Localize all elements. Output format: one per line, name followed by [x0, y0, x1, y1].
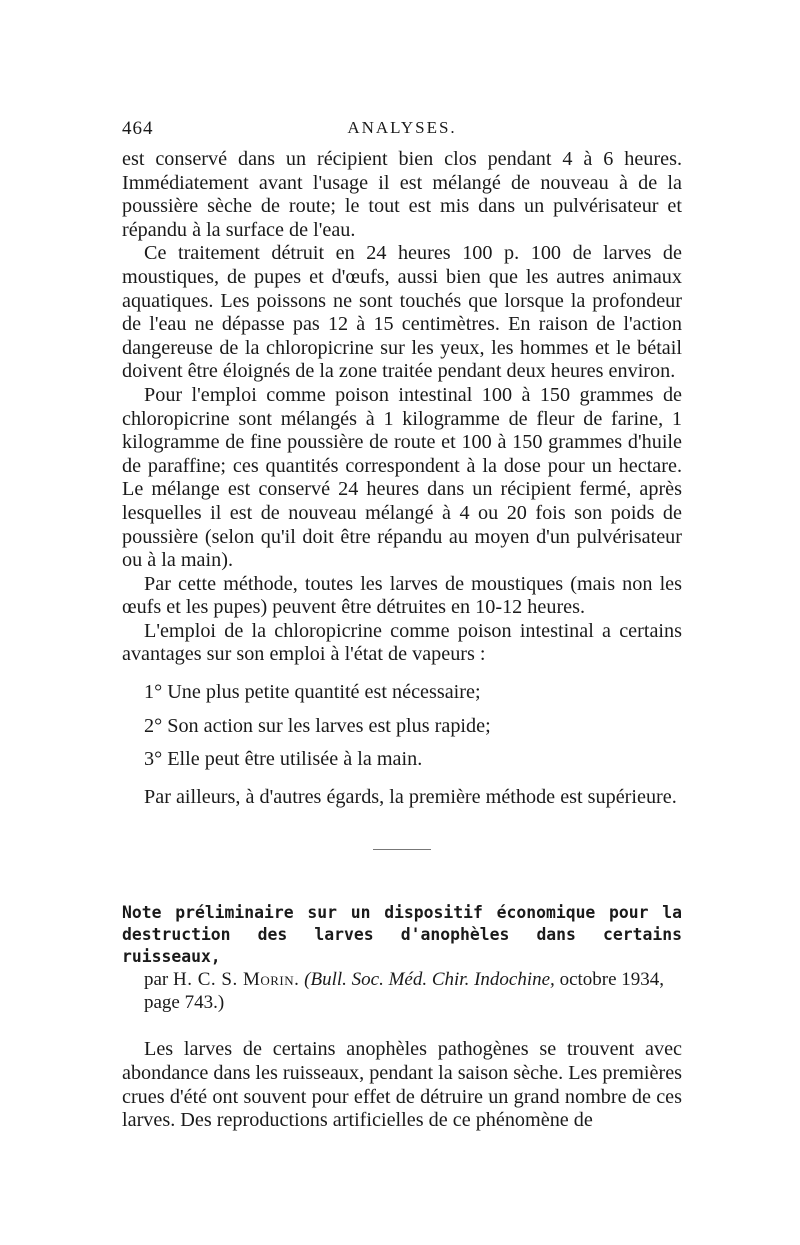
- list-item: 1° Une plus petite quantité est nécessaire;: [144, 681, 481, 704]
- citation-author: H. C. S. Morin.: [173, 969, 300, 991]
- paragraph-method-results: Par cette méthode, toutes les larves de moustiques (mais non les œufs et les pupes) peuvent être détruites en 10-12 heures.: [122, 572, 682, 619]
- citation-source: (Bull. Soc. Méd. Chir. Indochine,: [304, 969, 555, 991]
- note-heading: Note préliminaire sur un dispositif économique pour la destruction des larves d'anophèles dans certains ruisseaux,: [122, 903, 682, 967]
- paragraph-intestinal-poison: Pour l'emploi comme poison intestinal 100 à 150 grammes de chloropicrine sont mélangés à 1 kilogramme de fleur de farine, 1 kilogramme de fine poussière de route et 100 à 150 grammes d'huile de paraffine; ces quantités correspondent à la dose pour un hectare. Le mélange est conservé 24 heures dans un récipient fermé, après lesquelles il est de nouveau mélangé à 4 ou 20 fois son poids de poussière (selon qu'il doit être répandu au moyen d'un pulvérisateur ou à la main).: [122, 383, 682, 572]
- page-number: 464: [122, 118, 154, 139]
- citation-prefix: par: [144, 969, 169, 991]
- paragraph-treatment-results: Ce traitement détruit en 24 heures 100 p. 100 de larves de moustiques, de pupes et d'œufs, aussi bien que les autres animaux aquatiques. Les poissons ne sont touchés que lorsque la profondeur de l'eau ne dépasse pas 12 à 15 centimètres. En raison de l'action dangereuse de la chloropicrine sur les yeux, les hommes et le bétail doivent être éloignés de la zone traitée pendant deux heures environ.: [122, 242, 682, 383]
- paragraph-continuation: est conservé dans un récipient bien clos pendant 4 à 6 heures. Immédiatement avant l'usage il est mélangé de nouveau à de la poussière sèche de route; le tout est mis dans un pulvérisateur et répandu à la surface de l'eau.: [122, 148, 682, 241]
- section-divider: [373, 849, 431, 850]
- running-title: ANALYSES.: [347, 118, 457, 137]
- citation-source-tail: octobre 1934, page 743.): [144, 969, 665, 1014]
- page-header: [122, 118, 682, 148]
- list-item: 2° Son action sur les larves est plus rapide;: [144, 714, 491, 737]
- list-item: 3° Elle peut être utilisée à la main.: [144, 748, 423, 771]
- paragraph-conclusion: Par ailleurs, à d'autres égards, la première méthode est supérieure.: [144, 785, 677, 808]
- paragraph-advantages-intro: L'emploi de la chloropicrine comme poison intestinal a certains avantages sur son emploi à l'état de vapeurs :: [122, 619, 682, 666]
- advantages-list: [122, 681, 682, 772]
- note-citation: [144, 968, 682, 1014]
- note-paragraph: Les larves de certains anophèles pathogènes se trouvent avec abondance dans les ruisseaux, pendant la saison sèche. Les premières crues d'été ont souvent pour effet de détruire un grand nombre de ces larves. Des reproductions artificielles de ce phénomène de: [122, 1038, 683, 1132]
